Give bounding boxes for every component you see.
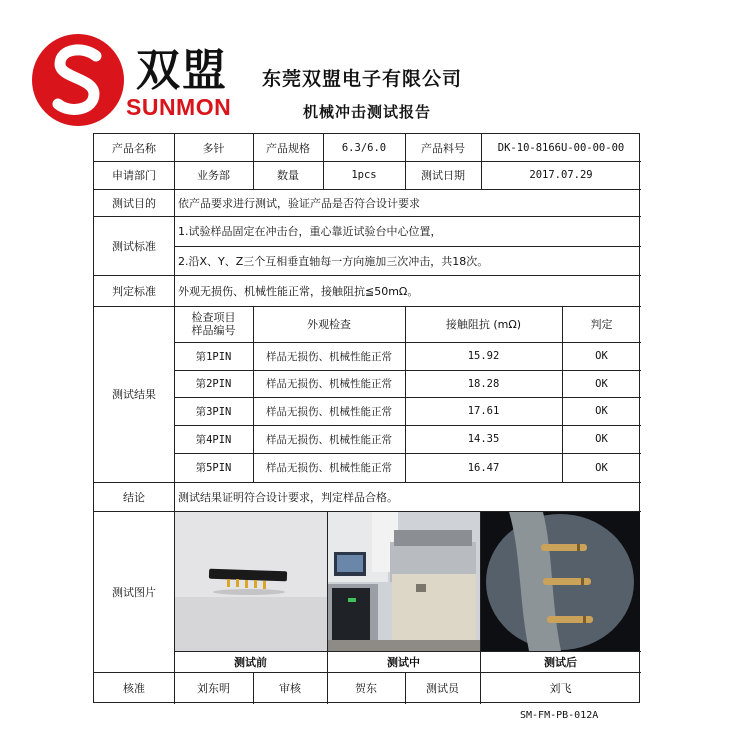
results-row-4-id: 第4PIN — [195, 433, 232, 446]
brand-chinese-name: 双盟 — [136, 45, 228, 96]
results-row-5-resistance: 16.47 — [467, 461, 500, 474]
results-row-1-appearance: 样品无损伤、机械性能正常 — [266, 350, 392, 363]
standard-line-1: 1.试验样品固定在冲击台，重心靠近试验台中心位置， — [178, 225, 442, 238]
photo-during-caption: 测试中 — [387, 655, 420, 669]
approver-name: 刘东明 — [197, 682, 230, 695]
results-row-3-appearance: 样品无损伤、机械性能正常 — [266, 405, 392, 418]
conclusion-label: 结论 — [123, 490, 145, 504]
results-row-5-appearance: 样品无损伤、机械性能正常 — [266, 462, 392, 474]
product-name-label: 产品名称 — [112, 141, 156, 155]
results-row-2-judge: OK — [595, 377, 608, 390]
results-row-4-appearance: 样品无损伤、机械性能正常 — [266, 433, 392, 446]
results-row-4-resistance: 14.35 — [467, 433, 500, 445]
report-table — [93, 133, 640, 703]
results-header-item-line2: 样品编号 — [191, 324, 236, 337]
results-header-judge: 判定 — [590, 318, 613, 331]
results-row-4-judge: OK — [595, 433, 608, 445]
report-title: 机械冲击测试报告 — [303, 103, 432, 121]
spec-value: 6.3/6.0 — [341, 141, 387, 154]
purpose-text: 依产品要求进行测试，验证产品是否符合设计要求 — [178, 196, 420, 210]
results-row-3-resistance: 17.61 — [467, 405, 500, 417]
reviewer-name: 贺东 — [355, 682, 377, 695]
tester-label: 测试员 — [426, 682, 459, 695]
purpose-label: 测试目的 — [112, 196, 156, 210]
results-row-1-id: 第1PIN — [195, 350, 232, 363]
results-row-1-judge: OK — [595, 350, 608, 362]
photo-before-caption: 测试前 — [234, 655, 267, 669]
standard-label: 测试标准 — [112, 239, 156, 253]
brand-english-name: SUNMON — [126, 94, 232, 120]
results-row-2-resistance: 18.28 — [467, 377, 500, 390]
results-row-2-appearance: 样品无损伤、机械性能正常 — [266, 378, 392, 390]
results-header-item-line1: 检查项目 — [191, 311, 236, 324]
results-row-1-resistance: 15.92 — [467, 350, 500, 362]
sunmon-logo-icon — [30, 32, 126, 128]
criteria-text: 外观无损伤、机械性能正常，接触阻抗≦50mΩ。 — [178, 284, 419, 298]
conclusion-text: 测试结果证明符合设计要求，判定样品合格。 — [178, 490, 398, 504]
qty-label: 数量 — [277, 169, 299, 182]
results-row-2-id: 第2PIN — [195, 378, 232, 390]
results-label: 测试结果 — [112, 388, 156, 401]
part-no-value: DK-10-8166U-00-00-00 — [497, 141, 625, 154]
photos-label: 测试图片 — [112, 585, 156, 599]
standard-line-2: 2.沿X、Y、Z三个互相垂直轴每一方向施加三次冲击，共18次。 — [178, 254, 489, 268]
photo-after-caption: 测试后 — [544, 655, 577, 669]
company-name: 东莞双盟电子有限公司 — [262, 68, 463, 90]
results-row-3-judge: OK — [595, 405, 608, 417]
review-label: 审核 — [279, 682, 301, 695]
results-row-5-id: 第5PIN — [195, 462, 232, 474]
date-value: 2017.07.29 — [529, 169, 593, 181]
date-label: 测试日期 — [421, 169, 465, 182]
photo-before-test — [175, 512, 327, 651]
part-no-label: 产品料号 — [421, 141, 465, 155]
tester-name: 刘飞 — [549, 682, 572, 695]
product-name-value: 多针 — [202, 141, 225, 155]
results-header-appearance: 外观检查 — [307, 318, 351, 331]
criteria-label: 判定标准 — [112, 284, 156, 298]
qty-value: 1pcs — [351, 169, 377, 181]
photo-during-test — [328, 512, 480, 651]
photo-after-test — [481, 512, 640, 651]
results-row-5-judge: OK — [595, 461, 608, 474]
form-code: SM-FM-PB-012A — [520, 710, 599, 721]
approve-label: 核准 — [123, 682, 145, 695]
results-row-3-id: 第3PIN — [195, 405, 232, 418]
results-header-resistance: 接触阻抗 (mΩ) — [445, 318, 522, 331]
dept-value: 业务部 — [197, 169, 230, 182]
spec-label: 产品规格 — [266, 141, 310, 155]
results-header-item — [174, 306, 253, 342]
dept-label: 申请部门 — [112, 169, 156, 182]
